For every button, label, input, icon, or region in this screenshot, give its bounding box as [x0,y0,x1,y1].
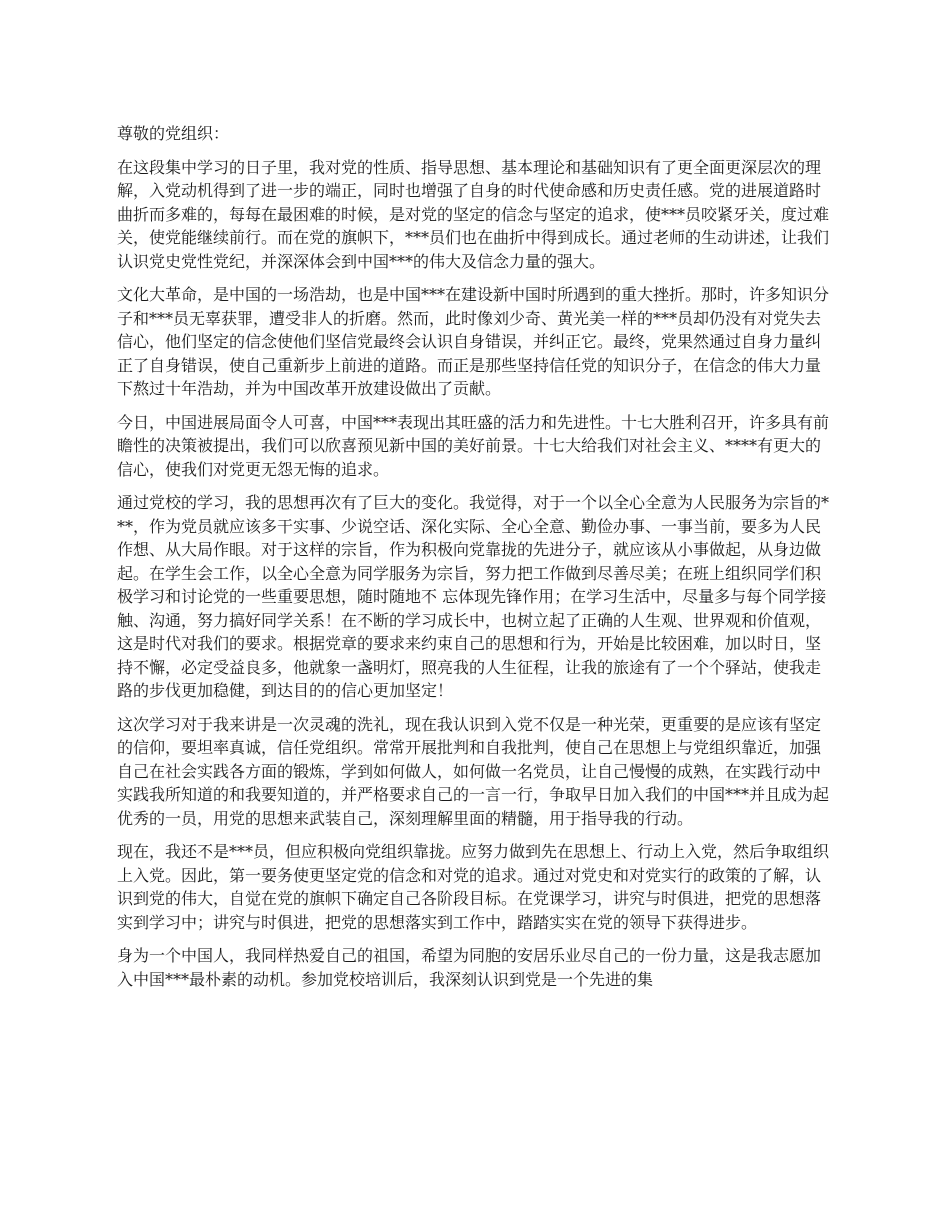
paragraph-3: 今日，中国进展局面令人可喜，中国***表现出其旺盛的活力和先进性。十七大胜利召开，许多具有前瞻性的决策被提出，我们可以欣喜预见新中国的美好前景。十七大给我们对社会主义、****有更大的信心，使我们对党更无怨无悔的追求。 [117,412,830,479]
paragraph-6: 现在，我还不是***员，但应积极向党组织靠拢。应努力做到先在思想上、行动上入党，然后争取组织上入党。因此，第一要务使更坚定党的信念和对党的追求。通过对党史和对党实行的政策的了解，认识到党的伟大，自觉在党的旗帜下确定自己各阶段目标。在党课学习，讲究与时俱进，把党的思想落实到学习中；讲究与时俱进，把党的思想落实到工作中，踏踏实实在党的领导下获得进步。 [117,842,830,932]
paragraph-7: 身为一个中国人，我同样热爱自己的祖国，希望为同胞的安居乐业尽自己的一份力量，这是我志愿加入中国***最朴素的动机。参加党校培训后，我深刻认识到党是一个先进的集 [117,946,822,989]
paragraph-5: 这次学习对于我来讲是一次灵魂的洗礼，现在我认识到入党不仅是一种光荣，更重要的是应该有坚定的信仰，要坦率真诚，信任党组织。常常开展批判和自我批判，使自己在思想上与党组织靠近，加强自己在社会实践各方面的锻炼，学到如何做人，如何做一名党员，让自己慢慢的成熟，在实践行动中实践我所知道的和我要知道的，并严格要求自己的一言一行，争取早日加入我们的中国***并且成为起优秀的一员，用党的思想来武装自己，深刻理解里面的精髓，用于指导我的行动。 [117,714,830,828]
salutation: 尊敬的党组织： [117,124,230,143]
paragraph-1: 在这段集中学习的日子里，我对党的性质、指导思想、基本理论和基础知识有了更全面更深层次的理解，入党动机得到了进一步的端正，同时也增强了自身的时代使命感和历史责任感。党的进展道路时曲折而多难的，每每在最困难的时候，是对党的坚定的信念与坚定的追求，使***员咬紧牙关，度过难关，使党能继续前行。而在党的旗帜下，***员们也在曲折中得到成长。通过老师的生动讲述，让我们认识党史党性党纪，并深深体会到中国***的伟大及信念力量的强大。 [117,157,830,271]
paragraph-2: 文化大革命，是中国的一场浩劫，也是中国***在建设新中国时所遇到的重大挫折。那时，许多知识分子和***员无辜获罪，遭受非人的折磨。然而，此时像刘少奇、黄光美一样的***员却仍没有对党失去信心，他们坚定的信念使他们坚信党最终会认识自身错误，并纠正它。最终，党果然通过自身力量纠正了自身错误，使自己重新步上前进的道路。而正是那些坚持信任党的知识分子，在信念的伟大力量下熬过十年浩劫，并为中国改革开放建设做出了贡献。 [117,285,830,398]
paragraph-4: 通过党校的学习，我的思想再次有了巨大的变化。我觉得，对于一个以全心全意为人民服务为宗旨的***，作为党员就应该多干实事、少说空话、深化实际、全心全意、勤俭办事、一事当前，要多为人民作想、从大局作眼。对于这样的宗旨，作为积极向党靠拢的先进分子，就应该从小事做起，从身边做起。在学生会工作，以全心全意为同学服务为宗旨，努力把工作做到尽善尽美；在班上组织同学们积极学习和讨论党的一些重要思想，随时随地不 忘体现先锋作用；在学习生活中，尽量多与每个同学接触、沟通，努力搞好同学关系！在不断的学习成长中，也树立起了正确的人生观、世界观和价值观，这是时代对我们的要求。根据党章的要求来约束自己的思想和行为，开始是比较困难，加以时日，坚持不懈，必定受益良多，他就象一盏明灯，照亮我的人生征程，让我的旅途有了一个个驿站，使我走路的步伐更加稳健，到达目的的信心更加坚定！ [117,493,830,700]
document-body [117,122,835,1001]
